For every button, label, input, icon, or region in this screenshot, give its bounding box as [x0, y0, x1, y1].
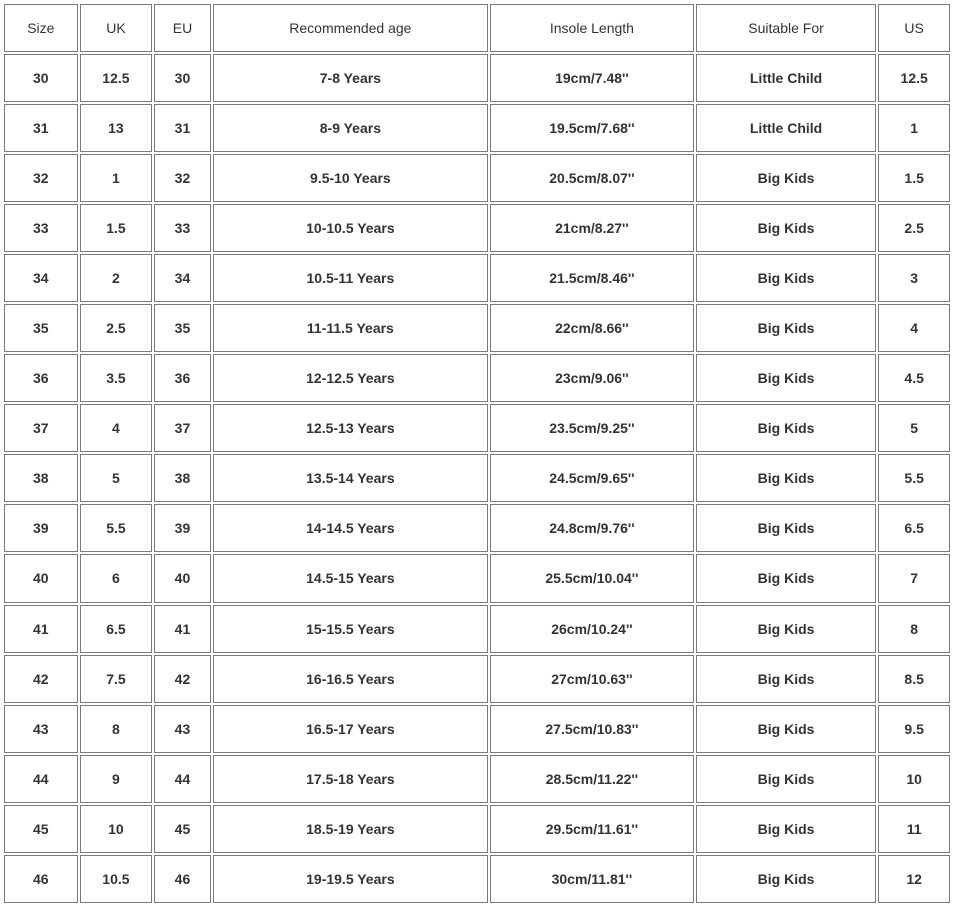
cell-size: 30 [4, 54, 78, 102]
cell-eu: 30 [154, 54, 210, 102]
cell-recommended-age: 14.5-15 Years [213, 554, 488, 602]
table-header [4, 4, 950, 52]
cell-size: 46 [4, 855, 78, 903]
cell-uk: 4 [80, 404, 153, 452]
cell-insole-length: 29.5cm/11.61'' [490, 805, 694, 853]
cell-recommended-age: 17.5-18 Years [213, 755, 488, 803]
cell-us: 8 [878, 605, 950, 653]
cell-suitable-for: Big Kids [696, 404, 877, 452]
cell-insole-length: 23cm/9.06'' [490, 354, 694, 402]
cell-recommended-age: 13.5-14 Years [213, 454, 488, 502]
cell-uk: 10 [80, 805, 153, 853]
cell-suitable-for: Little Child [696, 54, 877, 102]
cell-recommended-age: 9.5-10 Years [213, 154, 488, 202]
cell-insole-length: 25.5cm/10.04'' [490, 554, 694, 602]
cell-insole-length: 26cm/10.24'' [490, 605, 694, 653]
cell-suitable-for: Big Kids [696, 454, 877, 502]
cell-us: 11 [878, 805, 950, 853]
cell-recommended-age: 19-19.5 Years [213, 855, 488, 903]
size-chart-container [2, 2, 952, 905]
cell-insole-length: 27.5cm/10.83'' [490, 705, 694, 753]
cell-us: 1 [878, 104, 950, 152]
cell-uk: 7.5 [80, 655, 153, 703]
cell-uk: 10.5 [80, 855, 153, 903]
header-insole-length: Insole Length [490, 4, 694, 52]
cell-eu: 46 [154, 855, 210, 903]
cell-eu: 36 [154, 354, 210, 402]
header-us: US [878, 4, 950, 52]
table-row [4, 605, 950, 653]
header-row [4, 4, 950, 52]
cell-suitable-for: Big Kids [696, 304, 877, 352]
cell-uk: 6 [80, 554, 153, 602]
cell-uk: 6.5 [80, 605, 153, 653]
table-row [4, 805, 950, 853]
cell-insole-length: 24.5cm/9.65'' [490, 454, 694, 502]
cell-size: 33 [4, 204, 78, 252]
cell-suitable-for: Big Kids [696, 504, 877, 552]
cell-us: 4.5 [878, 354, 950, 402]
size-chart-table [2, 2, 952, 905]
table-row [4, 554, 950, 602]
cell-size: 45 [4, 805, 78, 853]
table-row [4, 755, 950, 803]
cell-insole-length: 22cm/8.66'' [490, 304, 694, 352]
cell-suitable-for: Little Child [696, 104, 877, 152]
cell-us: 6.5 [878, 504, 950, 552]
table-row [4, 154, 950, 202]
cell-size: 37 [4, 404, 78, 452]
cell-size: 39 [4, 504, 78, 552]
cell-uk: 2 [80, 254, 153, 302]
cell-recommended-age: 10.5-11 Years [213, 254, 488, 302]
table-row [4, 705, 950, 753]
cell-insole-length: 23.5cm/9.25'' [490, 404, 694, 452]
cell-recommended-age: 16-16.5 Years [213, 655, 488, 703]
cell-recommended-age: 18.5-19 Years [213, 805, 488, 853]
cell-us: 1.5 [878, 154, 950, 202]
table-row [4, 354, 950, 402]
cell-us: 10 [878, 755, 950, 803]
table-row [4, 655, 950, 703]
cell-eu: 35 [154, 304, 210, 352]
cell-size: 35 [4, 304, 78, 352]
cell-uk: 2.5 [80, 304, 153, 352]
cell-us: 9.5 [878, 705, 950, 753]
cell-us: 3 [878, 254, 950, 302]
cell-uk: 1.5 [80, 204, 153, 252]
cell-size: 41 [4, 605, 78, 653]
cell-insole-length: 27cm/10.63'' [490, 655, 694, 703]
cell-suitable-for: Big Kids [696, 354, 877, 402]
cell-suitable-for: Big Kids [696, 705, 877, 753]
cell-suitable-for: Big Kids [696, 755, 877, 803]
cell-insole-length: 20.5cm/8.07'' [490, 154, 694, 202]
cell-uk: 5 [80, 454, 153, 502]
table-body [4, 54, 950, 903]
cell-eu: 33 [154, 204, 210, 252]
table-row [4, 855, 950, 903]
table-row [4, 304, 950, 352]
cell-insole-length: 28.5cm/11.22'' [490, 755, 694, 803]
table-row [4, 54, 950, 102]
cell-insole-length: 21.5cm/8.46'' [490, 254, 694, 302]
cell-insole-length: 30cm/11.81'' [490, 855, 694, 903]
cell-suitable-for: Big Kids [696, 605, 877, 653]
cell-uk: 3.5 [80, 354, 153, 402]
cell-size: 43 [4, 705, 78, 753]
cell-insole-length: 19cm/7.48'' [490, 54, 694, 102]
cell-eu: 43 [154, 705, 210, 753]
header-recommended-age: Recommended age [213, 4, 488, 52]
header-eu: EU [154, 4, 210, 52]
cell-us: 12 [878, 855, 950, 903]
cell-us: 12.5 [878, 54, 950, 102]
cell-eu: 41 [154, 605, 210, 653]
cell-size: 34 [4, 254, 78, 302]
cell-eu: 42 [154, 655, 210, 703]
cell-insole-length: 21cm/8.27'' [490, 204, 694, 252]
cell-suitable-for: Big Kids [696, 655, 877, 703]
cell-us: 4 [878, 304, 950, 352]
cell-suitable-for: Big Kids [696, 855, 877, 903]
cell-size: 32 [4, 154, 78, 202]
cell-uk: 8 [80, 705, 153, 753]
cell-suitable-for: Big Kids [696, 154, 877, 202]
cell-uk: 5.5 [80, 504, 153, 552]
cell-recommended-age: 14-14.5 Years [213, 504, 488, 552]
cell-suitable-for: Big Kids [696, 204, 877, 252]
cell-uk: 12.5 [80, 54, 153, 102]
cell-recommended-age: 10-10.5 Years [213, 204, 488, 252]
cell-eu: 32 [154, 154, 210, 202]
cell-size: 44 [4, 755, 78, 803]
cell-size: 40 [4, 554, 78, 602]
cell-insole-length: 24.8cm/9.76'' [490, 504, 694, 552]
cell-size: 38 [4, 454, 78, 502]
cell-recommended-age: 11-11.5 Years [213, 304, 488, 352]
cell-recommended-age: 12-12.5 Years [213, 354, 488, 402]
cell-us: 7 [878, 554, 950, 602]
cell-recommended-age: 7-8 Years [213, 54, 488, 102]
cell-suitable-for: Big Kids [696, 554, 877, 602]
cell-uk: 13 [80, 104, 153, 152]
cell-eu: 40 [154, 554, 210, 602]
cell-us: 2.5 [878, 204, 950, 252]
cell-size: 42 [4, 655, 78, 703]
header-size: Size [4, 4, 78, 52]
table-row [4, 104, 950, 152]
cell-uk: 1 [80, 154, 153, 202]
table-row [4, 404, 950, 452]
cell-eu: 37 [154, 404, 210, 452]
cell-eu: 44 [154, 755, 210, 803]
cell-us: 8.5 [878, 655, 950, 703]
cell-recommended-age: 15-15.5 Years [213, 605, 488, 653]
cell-size: 36 [4, 354, 78, 402]
cell-eu: 31 [154, 104, 210, 152]
cell-recommended-age: 8-9 Years [213, 104, 488, 152]
table-row [4, 204, 950, 252]
cell-us: 5.5 [878, 454, 950, 502]
cell-eu: 38 [154, 454, 210, 502]
table-row [4, 254, 950, 302]
cell-size: 31 [4, 104, 78, 152]
cell-uk: 9 [80, 755, 153, 803]
cell-suitable-for: Big Kids [696, 805, 877, 853]
header-suitable-for: Suitable For [696, 4, 877, 52]
cell-us: 5 [878, 404, 950, 452]
header-uk: UK [80, 4, 153, 52]
cell-eu: 45 [154, 805, 210, 853]
table-row [4, 454, 950, 502]
cell-recommended-age: 12.5-13 Years [213, 404, 488, 452]
cell-suitable-for: Big Kids [696, 254, 877, 302]
table-row [4, 504, 950, 552]
cell-recommended-age: 16.5-17 Years [213, 705, 488, 753]
cell-insole-length: 19.5cm/7.68'' [490, 104, 694, 152]
cell-eu: 39 [154, 504, 210, 552]
cell-eu: 34 [154, 254, 210, 302]
